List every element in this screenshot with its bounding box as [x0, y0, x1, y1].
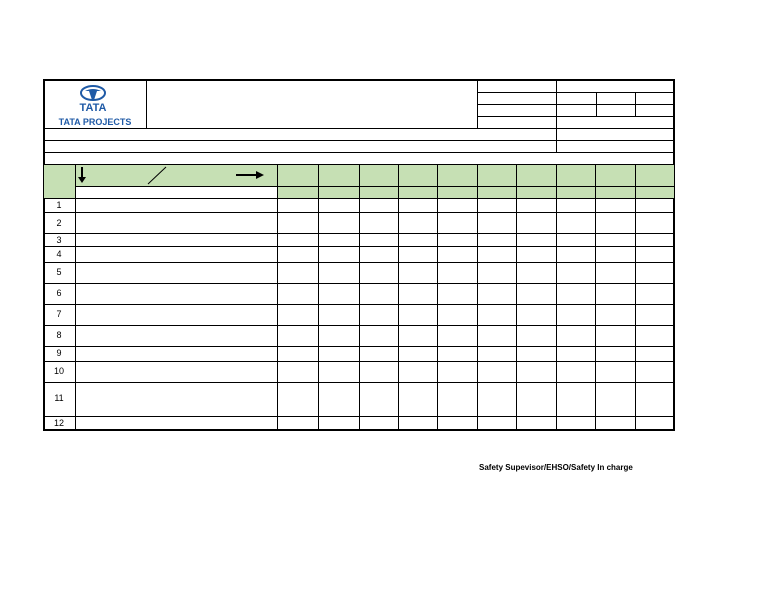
- row-number: 1: [56, 200, 62, 210]
- signature-label: Safety Supevisor/EHSO/Safety In charge: [479, 463, 633, 472]
- diagonal-slash: [148, 167, 166, 184]
- col-line-day-5: [477, 164, 478, 430]
- header-line-3: [44, 152, 674, 153]
- row-number: 6: [56, 288, 62, 298]
- col-line-sno: [75, 164, 76, 430]
- col-line-day-7: [556, 164, 557, 430]
- meta-line-2: [477, 104, 674, 105]
- table-row-line: [44, 325, 674, 326]
- subheader-line: [75, 186, 674, 187]
- col-line-day-1: [318, 164, 319, 430]
- row-number: 11: [54, 393, 64, 403]
- logo-divider: [146, 80, 147, 128]
- meta-line-1: [477, 92, 674, 93]
- table-row-line: [44, 262, 674, 263]
- col-line-day-9: [635, 164, 636, 430]
- row-number: 8: [56, 330, 62, 340]
- table-row-line: [44, 346, 674, 347]
- row-number: 5: [56, 267, 62, 277]
- row-number: 10: [53, 366, 64, 376]
- col-line-day-8: [595, 164, 596, 430]
- col-line-day-3: [398, 164, 399, 430]
- table-row-line: [44, 416, 674, 417]
- row-number: 2: [56, 218, 62, 228]
- table-row-line: [44, 246, 674, 247]
- col-line-item: [277, 164, 278, 430]
- row-number: 3: [56, 235, 62, 245]
- col-line-day-4: [437, 164, 438, 430]
- meta-line-3: [477, 116, 674, 117]
- table-row-line: [44, 283, 674, 284]
- table-row-line: [44, 212, 674, 213]
- row-number: 7: [56, 309, 62, 319]
- col-line-day-2: [359, 164, 360, 430]
- table-row-line: [44, 382, 674, 383]
- tata-logo-icon: [80, 85, 106, 101]
- company-label: TATA PROJECTS: [58, 117, 132, 127]
- right-arrow-icon-head: [256, 171, 264, 179]
- table-row-line: [44, 361, 674, 362]
- header-line-2: [44, 140, 674, 141]
- row-number: 12: [53, 418, 64, 428]
- down-arrow-icon-head: [78, 177, 86, 183]
- row-number: 4: [56, 249, 62, 259]
- diagonal-header-cell: [76, 165, 276, 186]
- row-number: 9: [56, 348, 62, 358]
- col-line-day-6: [516, 164, 517, 430]
- table-row-line: [44, 304, 674, 305]
- table-row-line: [44, 233, 674, 234]
- header-line-1: [44, 128, 674, 129]
- day-subheader-band: [277, 186, 674, 198]
- brand-label: TATA: [79, 102, 107, 114]
